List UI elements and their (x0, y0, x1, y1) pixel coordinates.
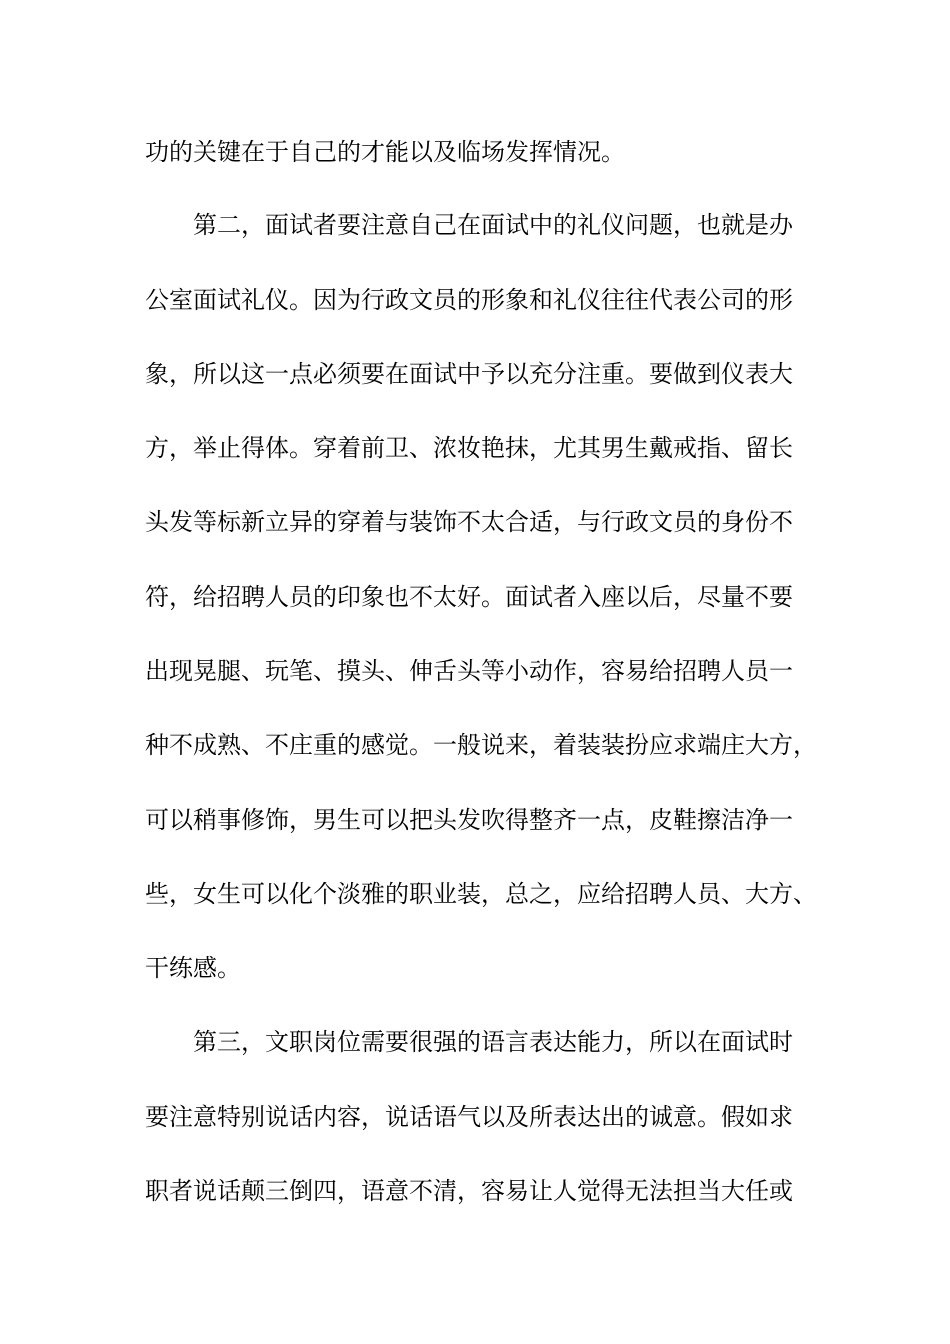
text-line: 方，举止得体。穿着前卫、浓妆艳抹，尤其男生戴戒指、留长 (145, 434, 793, 462)
text-line: 要注意特别说话内容，说话语气以及所表达出的诚意。假如求 (145, 1103, 793, 1131)
text-line: 公室面试礼仪。因为行政文员的形象和礼仪往往代表公司的形 (145, 286, 793, 314)
text-line: 干练感。 (145, 954, 241, 982)
paragraph-start-line: 第三，文职岗位需要很强的语言表达能力，所以在面试时 (193, 1028, 793, 1056)
text-line: 种不成熟、不庄重的感觉。一般说来，着装装扮应求端庄大方， (145, 731, 817, 759)
text-line: 功的关键在于自己的才能以及临场发挥情况。 (145, 138, 625, 166)
text-line: 可以稍事修饰，男生可以把头发吹得整齐一点，皮鞋擦洁净一 (145, 806, 793, 834)
text-line: 职者说话颠三倒四，语意不清，容易让人觉得无法担当大任或 (145, 1177, 793, 1205)
text-line: 出现晃腿、玩笔、摸头、伸舌头等小动作，容易给招聘人员一 (145, 657, 793, 685)
text-line: 符，给招聘人员的印象也不太好。面试者入座以后，尽量不要 (145, 583, 793, 611)
text-line: 象，所以这一点必须要在面试中予以充分注重。要做到仪表大 (145, 360, 793, 388)
text-line: 些，女生可以化个淡雅的职业装，总之，应给招聘人员、大方、 (145, 880, 817, 908)
paragraph-start-line: 第二，面试者要注意自己在面试中的礼仪问题，也就是办 (193, 211, 793, 239)
text-line: 头发等标新立异的穿着与装饰不太合适，与行政文员的身份不 (145, 508, 793, 536)
